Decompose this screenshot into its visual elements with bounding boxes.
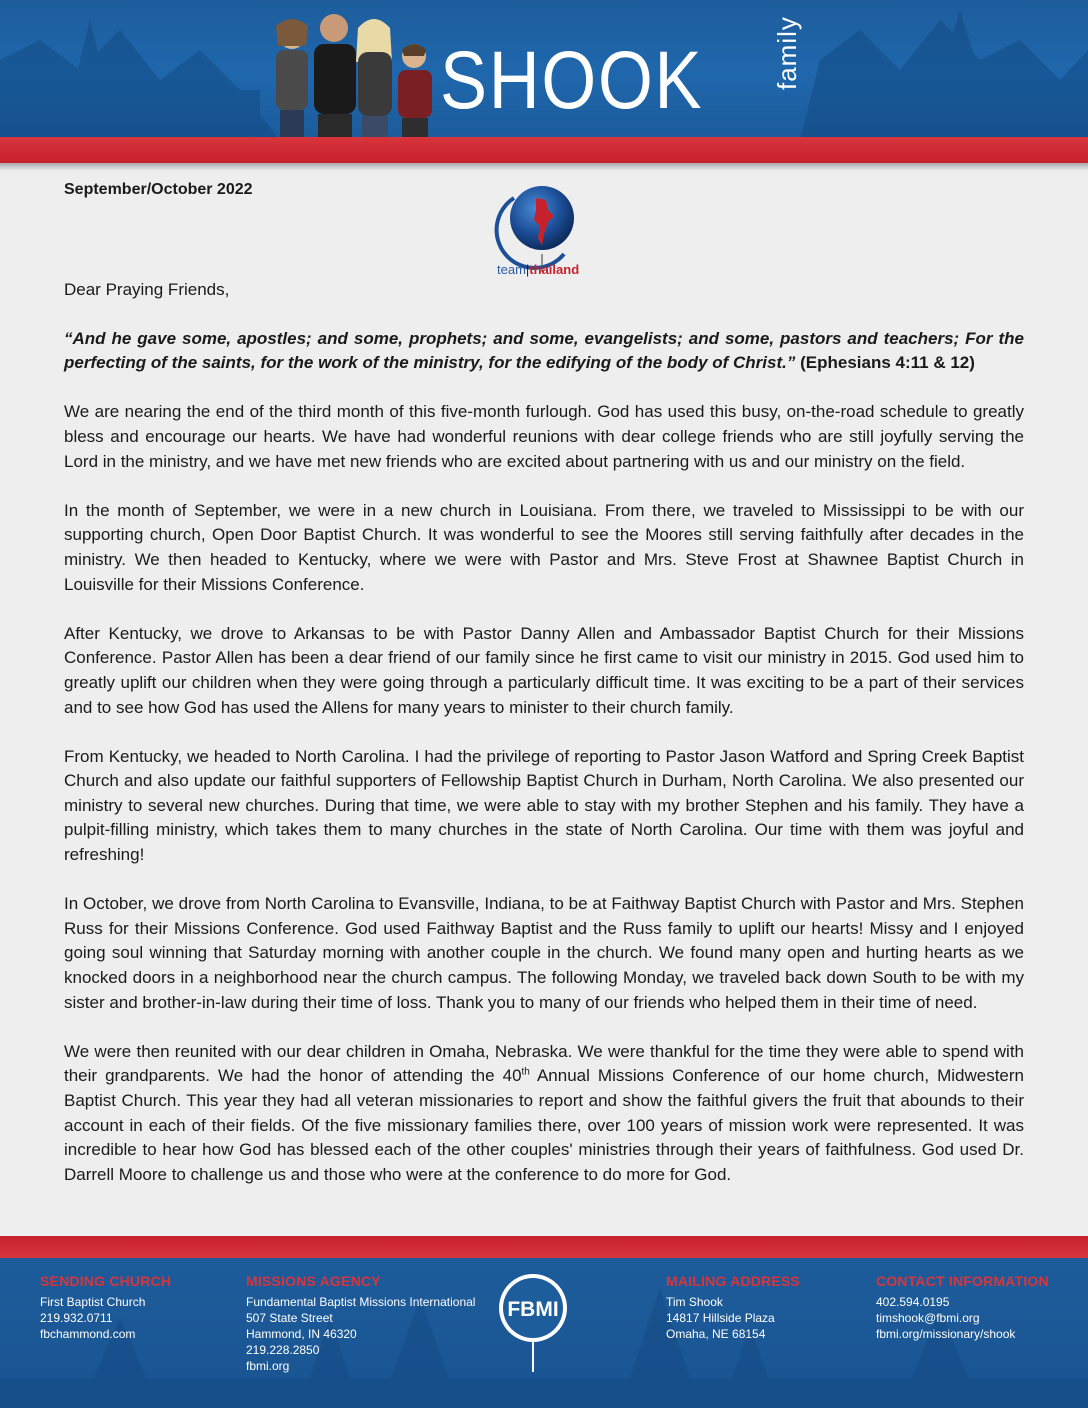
footer-mailing-address [666, 1272, 800, 1342]
paragraph-5: In October, we drove from North Carolina to Evansville, Indiana, to be at Faithway Baptist Church with Pastor and Mrs. Stephen Russ for their Missions Conference. God used Faithway Baptist and the Russ family to uplift our hearts! Missy and I enjoyed going soul winning that Saturday morning with another couple in the church. We found many open and hurting hearts as we knocked doors in a neighborhood near the church campus. The following Monday, we traveled back down South to be with my sister and brother-in-law during their time of loss. Thank you to many of our friends who helped them in their time of need. [64, 894, 1024, 1012]
footer-red-band [0, 1236, 1088, 1258]
contact-phone[interactable]: 402.594.0195 [876, 1295, 950, 1309]
mailing-city: Omaha, NE 68154 [666, 1327, 766, 1341]
fbmi-logo-text: FBMI [507, 1298, 559, 1321]
fbmi-logo-icon [494, 1270, 572, 1374]
paragraph-3: After Kentucky, we drove to Arkansas to be with Pastor Danny Allen and Ambassador Baptist Church for their Missions Conference. Pastor Allen has been a dear friend of our family since he first came to visit our ministry in 2015. God used him to greatly uplift our children when they were going through a particularly difficult time. It was exciting to be a part of their services and to see how God has used the Allens for many years to minister to their church family. [64, 623, 1024, 717]
footer-missions-agency [246, 1272, 475, 1374]
agency-city: Hammond, IN 46320 [246, 1327, 357, 1341]
header-banner [0, 0, 1088, 165]
team-thailand-label: team|thailand [497, 262, 580, 277]
letter-date: September/October 2022 [64, 181, 253, 198]
verse-text: “And he gave some, apostles; and some, prophets; and some, evangelists; and some, pastors and teachers; For the perfecting of the saints, for the work of the ministry, for the edifying of the body of Christ.” [64, 328, 1024, 373]
contact-website[interactable]: fbmi.org/missionary/shook [876, 1327, 1016, 1341]
paragraph-6-part-a: We were then reunited with our dear children in Omaha, Nebraska. We were thankful for the time they were able to spend with their grandparents. We had the honor of attending the 40 [64, 1041, 1024, 1086]
paragraph-4: From Kentucky, we headed to North Carolina. I had the privilege of reporting to Pastor Jason Watford and Spring Creek Baptist Church and also update our faithful supporters of Fellowship Baptist Church in Durham, North Carolina. We also presented our ministry to several new churches. During that time, we were able to stay with my brother Stephen and his family. They have a pulpit-filling ministry, which takes them to many churches in the state of North Carolina. Our time with them was joyful and refreshing! [64, 746, 1024, 865]
logo-country: thailand [529, 262, 580, 277]
sending-church-website[interactable]: fbchammond.com [40, 1327, 136, 1341]
family-photo [262, 6, 440, 140]
sending-church-heading: SENDING CHURCH [40, 1273, 172, 1289]
paragraph-2: In the month of September, we were in a new church in Louisiana. From there, we traveled to Mississippi to be with our supporting church, Open Door Baptist Church. It was wonderful to see the Moores still serving faithfully after decades in the ministry. We then headed to Kentucky, where we were with Pastor and Mrs. Steve Frost at Shawnee Baptist Church in Louisville for their Missions Conference. [64, 500, 1024, 594]
sending-church-name: First Baptist Church [40, 1295, 146, 1309]
mailing-name: Tim Shook [666, 1295, 723, 1309]
greeting: Dear Praying Friends, [64, 280, 230, 299]
agency-website[interactable]: fbmi.org [246, 1359, 290, 1373]
header-red-band [0, 137, 1088, 163]
contact-info-heading: CONTACT INFORMATION [876, 1273, 1049, 1289]
contact-email[interactable]: timshook@fbmi.org [876, 1311, 980, 1325]
footer [0, 1236, 1088, 1408]
mailing-address-heading: MAILING ADDRESS [666, 1273, 800, 1289]
paragraph-1: We are nearing the end of the third month of this five-month furlough. God has used this busy, on-the-road schedule to greatly bless and encourage our hearts. We have had wonderful reunions with dear college friends who are still joyfully serving the Lord in the ministry, and we have met new friends who are excited about partnering with us and our ministry on the field. [64, 402, 1024, 471]
family-title: SHOOK [440, 35, 704, 126]
agency-street: 507 State Street [246, 1311, 333, 1325]
mailing-street: 14817 Hillside Plaza [666, 1311, 775, 1325]
footer-sending-church [40, 1272, 171, 1342]
family-subtitle: family [772, 16, 802, 90]
missions-agency-heading: MISSIONS AGENCY [246, 1273, 381, 1289]
sending-church-phone[interactable]: 219.932.0711 [40, 1311, 113, 1325]
scripture-verse [64, 327, 1024, 376]
ordinal-suffix: th [521, 1066, 530, 1078]
team-thailand-globe-icon [492, 176, 592, 276]
footer-contact-info [876, 1272, 1049, 1342]
verse-reference: (Ephesians 4:11 & 12) [800, 353, 975, 373]
paragraph-6 [64, 1040, 1024, 1188]
letter-body [64, 278, 1024, 1212]
agency-name: Fundamental Baptist Missions International [246, 1295, 476, 1309]
logo-team: team [497, 262, 526, 277]
header-shadow [0, 163, 1088, 171]
paragraph-6-part-b: Annual Missions Conference of our home church, Midwestern Baptist Church. This year they had all veteran missionaries to report and show the faithful givers the fruit that abounds to their account in each of their fields. Of the five missionary families there, over 100 years of mission work were represented. It was incredible to hear how God has blessed each of the other couples' ministries through their years of faithfulness. God used Dr. Darrell Moore to challenge us and those who were at the conference to do more for God. [64, 1066, 1025, 1184]
agency-phone[interactable]: 219.228.2850 [246, 1343, 320, 1357]
